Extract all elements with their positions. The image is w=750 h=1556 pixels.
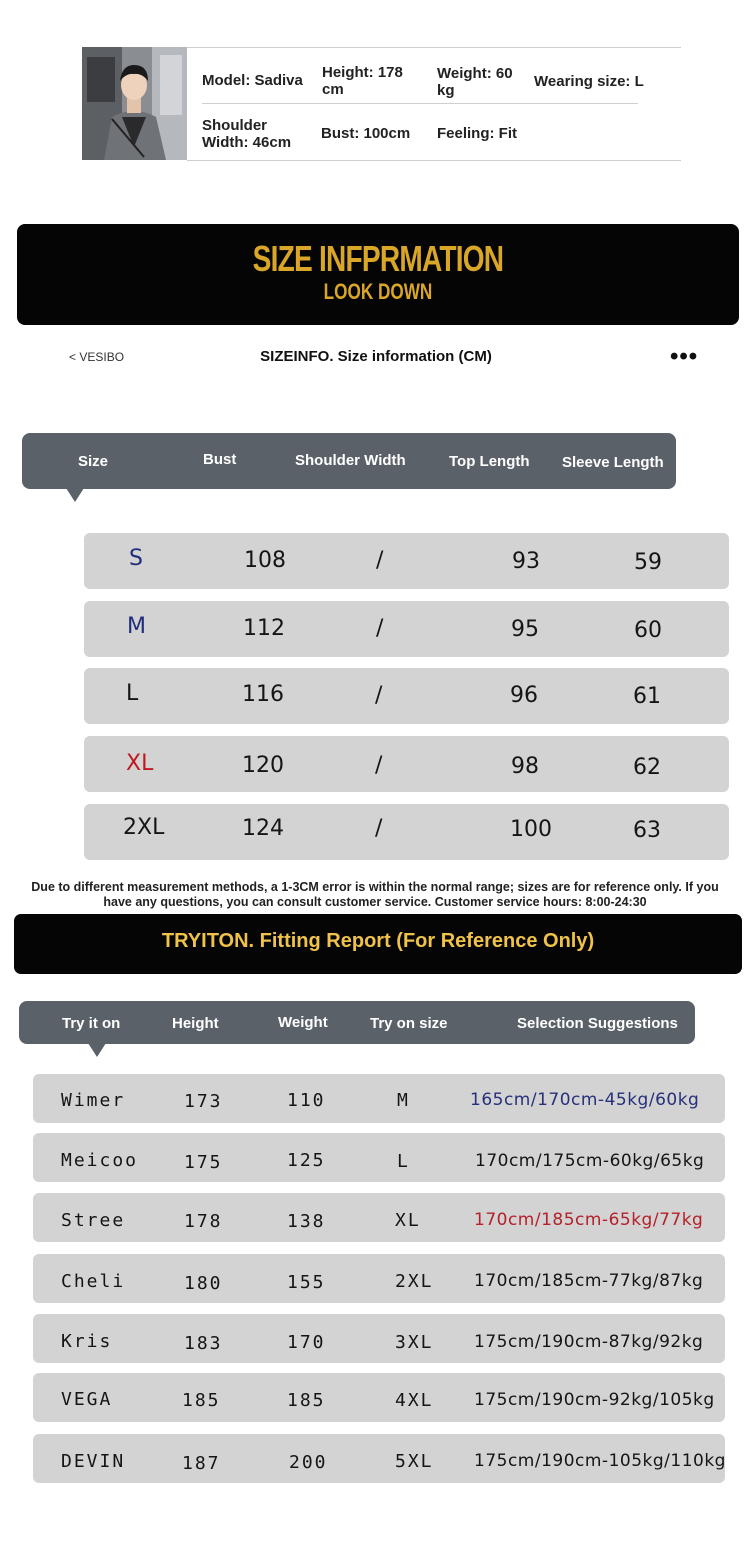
tester-height: 173 (184, 1091, 223, 1112)
nav-title: SIZEINFO. Size information (CM) (260, 348, 492, 365)
size-header-top-length: Top Length (449, 453, 530, 470)
size-header-shoulder: Shoulder Width (295, 452, 406, 469)
fitting-report-title: TRYITON. Fitting Report (For Reference Only) (161, 930, 595, 952)
tester-weight: 155 (287, 1272, 326, 1293)
size-header-bust: Bust (203, 451, 237, 468)
bust-value: 116 (242, 682, 284, 707)
model-shoulder: Shoulder Width: 46cm (202, 117, 292, 151)
size-suggestion: 170cm/185cm-65kg/77kg (474, 1210, 704, 1230)
banner-subtitle: LOOK DOWN (323, 279, 433, 304)
tester-size: L (397, 1151, 410, 1172)
fit-header-try-it-on: Try it on (62, 1015, 121, 1032)
size-suggestion: 165cm/170cm-45kg/60kg (470, 1090, 700, 1110)
tester-weight: 185 (287, 1390, 326, 1411)
fit-header-suggestions: Selection Suggestions (517, 1015, 678, 1032)
tester-name: Wimer (61, 1090, 126, 1111)
fit-header-height: Height (172, 1015, 219, 1032)
measurement-note: Due to different measurement methods, a 1-3CM error is within the normal range; sizes are for reference only. If you have any questions, you can consult customer service. Customer service hours: 8:00-24:30 (31, 880, 719, 909)
model-bottom-rule (187, 160, 681, 161)
tester-weight: 200 (289, 1452, 328, 1473)
fit-header-weight: Weight (278, 1014, 328, 1031)
model-name: Model: Sadiva (202, 72, 303, 89)
top-length-value: 95 (511, 617, 539, 642)
model-wearing-size: Wearing size: L (534, 73, 644, 90)
size-header-size: Size (78, 453, 109, 470)
tester-name: VEGA (61, 1389, 113, 1410)
sleeve-value: 59 (634, 550, 662, 575)
shoulder-value: / (375, 683, 383, 708)
size-info-banner (17, 224, 739, 325)
size-row (84, 533, 729, 589)
size-label: M (127, 614, 146, 639)
size-suggestion: 175cm/190cm-87kg/92kg (474, 1332, 704, 1352)
top-length-value: 96 (510, 683, 538, 708)
tester-name: Stree (61, 1210, 126, 1231)
size-suggestion: 175cm/190cm-105kg/110kg (474, 1451, 726, 1471)
tester-name: Meicoo (61, 1150, 139, 1171)
model-bust: Bust: 100cm (321, 125, 411, 142)
tester-weight: 110 (287, 1090, 326, 1111)
sleeve-value: 62 (633, 755, 661, 780)
shoulder-value: / (375, 816, 383, 841)
tester-size: M (397, 1090, 410, 1111)
bust-value: 124 (242, 816, 284, 841)
bust-value: 120 (242, 753, 284, 778)
sleeve-value: 60 (634, 618, 662, 643)
size-suggestion: 170cm/185cm-77kg/87kg (474, 1271, 704, 1291)
size-row (84, 601, 729, 657)
model-top-rule (187, 47, 681, 48)
size-suggestion: 170cm/175cm-60kg/65kg (475, 1151, 705, 1171)
size-header-pointer (66, 488, 84, 502)
shoulder-value: / (375, 753, 383, 778)
fitting-report-banner (14, 914, 742, 974)
tester-height: 180 (184, 1273, 223, 1294)
model-weight: Weight: 60 kg (437, 65, 513, 99)
tester-height: 183 (184, 1333, 223, 1354)
top-length-value: 93 (512, 549, 540, 574)
size-label: S (129, 546, 143, 571)
top-length-value: 100 (510, 817, 552, 842)
back-link[interactable]: < VESIBO (69, 350, 125, 364)
fit-header-pointer (88, 1043, 106, 1057)
model-feeling: Feeling: Fit (437, 125, 517, 142)
size-label: 2XL (123, 815, 165, 840)
tester-weight: 170 (287, 1332, 326, 1353)
tester-height: 187 (182, 1453, 221, 1474)
fit-header-try-on-size: Try on size (370, 1015, 448, 1032)
size-suggestion: 175cm/190cm-92kg/105kg (474, 1390, 715, 1410)
size-label: XL (126, 751, 154, 776)
tester-weight: 125 (287, 1150, 326, 1171)
banner-title: SIZE INFPRMATION (252, 238, 504, 279)
shoulder-value: / (376, 616, 384, 641)
bust-value: 108 (244, 548, 286, 573)
size-label: L (126, 681, 139, 706)
tester-name: Kris (61, 1331, 113, 1352)
shoulder-value: / (376, 548, 384, 573)
tester-weight: 138 (287, 1211, 326, 1232)
tester-size: 5XL (395, 1451, 434, 1472)
size-header-sleeve: Sleeve Length (562, 454, 664, 471)
top-length-value: 98 (511, 754, 539, 779)
tester-name: Cheli (61, 1271, 126, 1292)
sleeve-value: 61 (633, 684, 661, 709)
tester-size: XL (395, 1210, 421, 1231)
model-mid-rule (202, 103, 638, 104)
model-height: Height: 178 cm (322, 64, 403, 98)
more-icon[interactable]: ••• (670, 343, 699, 370)
tester-height: 178 (184, 1211, 223, 1232)
tester-size: 4XL (395, 1390, 434, 1411)
model-photo (82, 47, 187, 160)
tester-height: 185 (182, 1390, 221, 1411)
sleeve-value: 63 (633, 818, 661, 843)
tester-size: 2XL (395, 1271, 434, 1292)
bust-value: 112 (243, 616, 285, 641)
tester-name: DEVIN (61, 1451, 126, 1472)
tester-size: 3XL (395, 1332, 434, 1353)
tester-height: 175 (184, 1152, 223, 1173)
